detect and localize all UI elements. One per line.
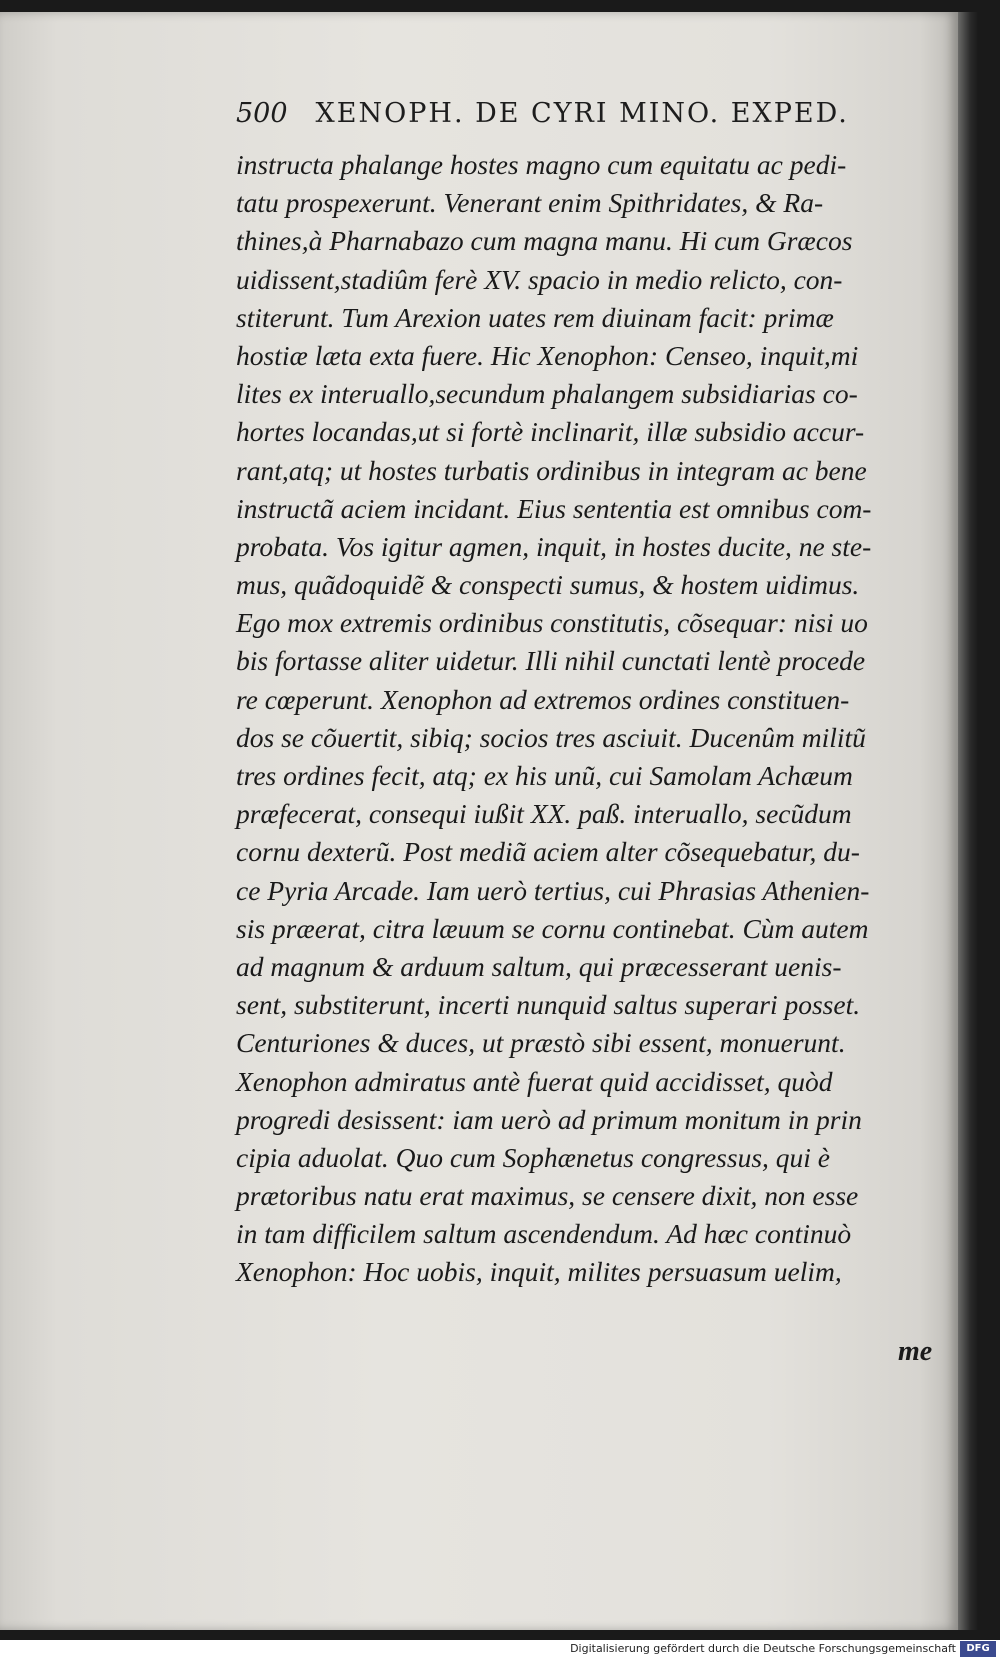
text-line: instructa phalange hostes magno cum equitatu ac pedi- <box>236 149 847 180</box>
text-line: sent, substiterunt, incerti nunquid saltus superari posset. <box>236 989 861 1021</box>
text-line: sis præerat, citra læuum se cornu continebat. Cùm autem <box>236 912 869 944</box>
text-line: tatu prospexerunt. Venerant enim Spithridates, & Ra- <box>236 187 824 219</box>
page-edge <box>958 12 978 1630</box>
text-line: Xenophon admiratus antè fuerat quid accidisset, quòd <box>236 1065 833 1097</box>
text-line: probata. Vos igitur agmen, inquit, in hostes ducite, ne ste- <box>236 530 872 562</box>
running-title: XENOPH. DE CYRI MINO. EXPED. <box>315 98 849 129</box>
text-line: rant,atq; ut hostes turbatis ordinibus in integram ac bene <box>236 454 867 486</box>
text-line: lites ex interuallo,secundum phalangem subsidiarias co- <box>236 378 858 410</box>
text-line: uidissent,stadiûm ferè XV. spacio in medio relicto, con- <box>236 263 843 295</box>
text-body <box>236 146 936 1292</box>
text-line: ce Pyria Arcade. Iam uerò tertius, cui Phrasias Athenien- <box>236 874 870 906</box>
text-line: cipia aduolat. Quo cum Sophænetus congressus, qui è <box>236 1141 831 1173</box>
catchword: me <box>898 1336 933 1367</box>
text-line: hortes locandas,ut si fortè inclinarit, illæ subsidio accur- <box>236 416 865 448</box>
text-line: mus, quãdoquidẽ & conspecti sumus, & hostem uidimus. <box>236 569 860 601</box>
text-line: Xenophon: Hoc uobis, inquit, milites persuasum uelim, <box>236 1256 842 1288</box>
text-line: cornu dexterũ. Post mediã aciem alter cõsequebatur, du- <box>236 836 860 868</box>
text-line: in tam difficilem saltum ascendendum. Ad hæc continuò <box>236 1218 852 1250</box>
page-number: 500 <box>236 98 288 129</box>
text-line: Centuriones & duces, ut præstò sibi essent, monuerunt. <box>236 1027 846 1059</box>
text-line: thines,à Pharnabazo cum magna manu. Hi cum Græcos <box>236 225 853 257</box>
footer-bar <box>0 1640 1000 1660</box>
dfg-logo: DFG <box>960 1641 996 1657</box>
funding-credit: Digitalisierung gefördert durch die Deutsche Forschungsgemeinschaft <box>570 1642 956 1655</box>
text-line: stiterunt. Tum Arexion uates rem diuinam facit: primæ <box>236 301 834 333</box>
text-line: progredi desissent: iam uerò ad primum monitum in prin <box>236 1103 862 1135</box>
text-line: dos se cõuertit, sibiq; socios tres asciuit. Ducenûm militũ <box>236 721 866 753</box>
text-line: instructã aciem incidant. Eius sententia est omnibus com- <box>236 492 872 524</box>
text-line: hostiæ læta exta fuere. Hic Xenophon: Censeo, inquit,mi <box>236 339 859 371</box>
text-line: prætoribus natu erat maximus, se censere dixit, non esse <box>236 1180 859 1212</box>
text-line: Ego mox extremis ordinibus constitutis, cõsequar: nisi uo <box>236 607 868 639</box>
running-header <box>236 98 876 138</box>
text-line: tres ordines fecit, atq; ex his unũ, cui Samolam Achæum <box>236 760 853 791</box>
text-line: bis fortasse aliter uidetur. Illi nihil cunctati lentè procede <box>236 645 866 677</box>
text-line: ad magnum & arduum saltum, qui præcesserant uenis- <box>236 950 842 982</box>
text-line: re cœperunt. Xenophon ad extremos ordines constituen- <box>236 683 850 715</box>
text-line: præfecerat, consequi iußit XX. paß. interuallo, secũdum <box>236 798 852 830</box>
